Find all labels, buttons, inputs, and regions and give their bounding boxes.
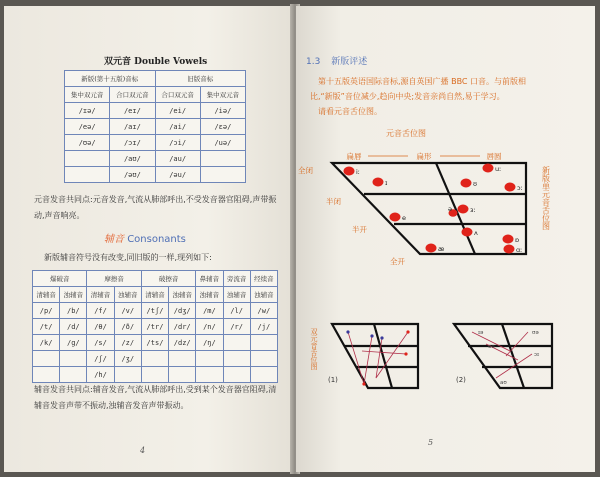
table-cell: /t/ [33, 319, 60, 335]
consonant-subhead: 浊辅音 [114, 287, 141, 303]
vowel-marker [344, 167, 355, 176]
consonant-group: 鼻辅音 [196, 271, 223, 287]
table-cell: /ɛə/ [200, 119, 245, 135]
vowel-marker-label: ʊ [473, 180, 478, 188]
table-cell: /p/ [33, 303, 60, 319]
table-cell [223, 367, 250, 383]
table-cell: /tʃ/ [141, 303, 168, 319]
table-cell: /ai/ [155, 119, 200, 135]
table-cell: /aʊ/ [110, 151, 155, 167]
table-cell: /tr/ [141, 319, 168, 335]
vowel-title: 双元音 Double Vowels [104, 57, 208, 67]
page-number-right: 5 [428, 438, 434, 447]
vowel-marker-label: uː [495, 165, 502, 173]
table-cell: /k/ [33, 335, 60, 351]
table-row [65, 135, 246, 151]
vowel-subhead: 集中双元音 [65, 87, 110, 103]
vowel-markers [344, 164, 523, 255]
vowel-marker [483, 164, 494, 173]
table-cell [65, 151, 110, 167]
table-cell [33, 367, 60, 383]
table-cell [65, 167, 110, 183]
vowel-marker-label: ɔː [517, 184, 523, 192]
vowel-marker-label: ʌ [474, 229, 478, 237]
table-cell: /m/ [196, 303, 223, 319]
diagram-caption: (1) [328, 376, 338, 384]
table-cell: /d/ [60, 319, 87, 335]
table-cell: /b/ [60, 303, 87, 319]
consonant-intro: 新版辅音符号没有改变,同旧版的一样,现列如下: [44, 253, 212, 262]
vowel-marker [461, 179, 472, 188]
diagram2-mark: ʊə [532, 330, 539, 336]
table-cell [250, 335, 277, 351]
vowel-subhead: 合口双元音 [110, 87, 155, 103]
table-cell: /v/ [114, 303, 141, 319]
intro-line-3: 请看元音舌位图。 [318, 107, 382, 116]
section-title: 新版评述 [331, 57, 368, 67]
diagram-caption: (2) [456, 376, 466, 384]
consonant-group: 爆破音 [33, 271, 87, 287]
table-cell [33, 351, 60, 367]
vowel-quadrilateral [332, 163, 526, 254]
consonant-subhead: 浊辅音 [60, 287, 87, 303]
table-cell: /ŋ/ [196, 335, 223, 351]
table-cell: /dr/ [169, 319, 196, 335]
vowel-marker-label: ɜː [470, 206, 476, 214]
table-cell: /r/ [223, 319, 250, 335]
table-row [33, 367, 278, 383]
table-cell [60, 351, 87, 367]
table-row [65, 167, 246, 183]
table-cell: /h/ [87, 367, 114, 383]
chart-title: 元音舌位图 [386, 129, 426, 138]
vowel-marker-label: æ [438, 245, 445, 253]
table-cell: /aɪ/ [110, 119, 155, 135]
consonant-subhead: 清辅音 [87, 287, 114, 303]
height-label: 半开 [352, 225, 367, 234]
table-cell: /ʊə/ [65, 135, 110, 151]
consonant-group: 破擦音 [141, 271, 195, 287]
vowel-group-old: 旧版音标 [155, 71, 246, 87]
table-cell: /ɔi/ [155, 135, 200, 151]
table-row [33, 335, 278, 351]
table-cell: /w/ [250, 303, 277, 319]
intro-line-2: 比,“新版”音位减少,趋向中央;发音亲尚自然,易于学习。 [310, 92, 505, 101]
table-row [65, 151, 246, 167]
table-cell: /əʊ/ [110, 167, 155, 183]
diagram2-mark: eə [488, 344, 495, 350]
table-row [65, 103, 246, 119]
vowel-marker [390, 213, 401, 222]
table-cell: /s/ [87, 335, 114, 351]
diphthong-diagram-2 [454, 324, 552, 388]
left-page [4, 6, 294, 472]
vowel-marker [504, 245, 515, 254]
table-cell: /f/ [87, 303, 114, 319]
vowel-marker-label: ɒ [515, 236, 520, 244]
table-cell: /g/ [60, 335, 87, 351]
table-cell [250, 351, 277, 367]
consonant-subhead: 清辅音 [33, 287, 60, 303]
consonant-heading-en: Consonants [127, 234, 186, 245]
table-cell [196, 351, 223, 367]
consonant-subhead: 浊辅音 [250, 287, 277, 303]
section-number: 1.3 [306, 57, 321, 67]
consonant-group: 旁流音 [223, 271, 250, 287]
table-row [33, 303, 278, 319]
vowel-group-new: 新版(第十五版)音标 [65, 71, 156, 87]
side-label: 新版单元音舌位图 [541, 166, 551, 230]
table-cell: /ɔɪ/ [110, 135, 155, 151]
vowel-note: 元音发音共同点:元音发音,气流从肺部呼出,不受发音器官阻碍,声带振动,声音响亮。 [34, 195, 277, 220]
table-cell: /ð/ [114, 319, 141, 335]
consonant-subhead: 浊辅音 [223, 287, 250, 303]
table-cell [200, 151, 245, 167]
table-cell: /ʒ/ [114, 351, 141, 367]
right-page [296, 6, 595, 472]
table-cell [169, 351, 196, 367]
table-cell [114, 367, 141, 383]
table-cell: /ʃ/ [87, 351, 114, 367]
table-row [33, 351, 278, 367]
vowel-subhead: 合口双元音 [155, 87, 200, 103]
table-cell [60, 367, 87, 383]
table-cell: /z/ [114, 335, 141, 351]
table-cell [141, 367, 168, 383]
height-label: 半闭 [326, 197, 341, 206]
tongue-charts [296, 6, 595, 472]
table-cell: /j/ [250, 319, 277, 335]
label-front: 扁唇 [346, 152, 362, 161]
vowel-subhead: 集中双元音 [200, 87, 245, 103]
consonant-subhead: 浊辅音 [196, 287, 223, 303]
table-cell [196, 367, 223, 383]
page-number-left: 4 [140, 446, 146, 455]
table-cell: /eə/ [65, 119, 110, 135]
vowel-marker-label: ɪ [385, 179, 388, 187]
table-cell: /dʒ/ [169, 303, 196, 319]
table-row [65, 119, 246, 135]
vowel-marker [426, 244, 437, 253]
table-cell [223, 335, 250, 351]
diphthong-label: 双元音舌位图 [310, 328, 318, 370]
table-cell: /n/ [196, 319, 223, 335]
table-cell [200, 167, 245, 183]
vowel-marker [503, 235, 514, 244]
table-row [33, 319, 278, 335]
table-cell [169, 367, 196, 383]
consonant-group: 摩擦音 [87, 271, 141, 287]
consonant-table [32, 270, 278, 383]
table-cell: /l/ [223, 303, 250, 319]
table-cell [250, 367, 277, 383]
table-cell [141, 351, 168, 367]
table-cell: /ts/ [141, 335, 168, 351]
diagram2-mark: ɪə [478, 330, 484, 336]
intro-line-1: 第十五版英语国际音标,源自英国广播 BBC 口音。与前版相 [318, 77, 527, 86]
table-cell: /əu/ [155, 167, 200, 183]
vowel-marker-label: iː [356, 168, 360, 176]
diagram2-mark: ɔɪ [534, 352, 540, 358]
table-cell: /ɪə/ [65, 103, 110, 119]
consonant-heading-han: 辅音 [104, 234, 124, 245]
label-back: 唇圆 [486, 152, 502, 161]
table-cell: /θ/ [87, 319, 114, 335]
height-label: 全开 [390, 257, 405, 266]
vowel-marker-label: ɑː [516, 246, 523, 254]
consonant-heading [104, 230, 186, 245]
vowel-marker [462, 228, 473, 237]
table-cell: /ei/ [155, 103, 200, 119]
vowel-marker [373, 178, 384, 187]
table-cell: /iə/ [200, 103, 245, 119]
table-cell: /uə/ [200, 135, 245, 151]
vowel-marker-label: ə [448, 205, 452, 213]
height-label: 全闭 [298, 166, 313, 175]
vowel-table [64, 70, 246, 183]
consonant-group: 经续音 [250, 271, 277, 287]
consonant-subhead: 浊辅音 [169, 287, 196, 303]
label-middle: 扁形 [416, 152, 432, 161]
table-cell: /au/ [155, 151, 200, 167]
vowel-marker-label: e [402, 214, 406, 222]
table-cell: /eɪ/ [110, 103, 155, 119]
vowel-marker [458, 205, 469, 214]
diagram2-mark: aʊ [500, 380, 507, 386]
table-cell: /dz/ [169, 335, 196, 351]
consonant-subhead: 清辅音 [141, 287, 168, 303]
consonant-note: 辅音发音共同点:辅音发音,气流从肺部呼出,受到某个发音器官阻碍,清辅音发音声带不振动,浊辅音发音声带振动。 [34, 385, 277, 410]
vowel-marker [505, 183, 516, 192]
diphthong-diagram-1 [310, 324, 418, 388]
table-cell [223, 351, 250, 367]
